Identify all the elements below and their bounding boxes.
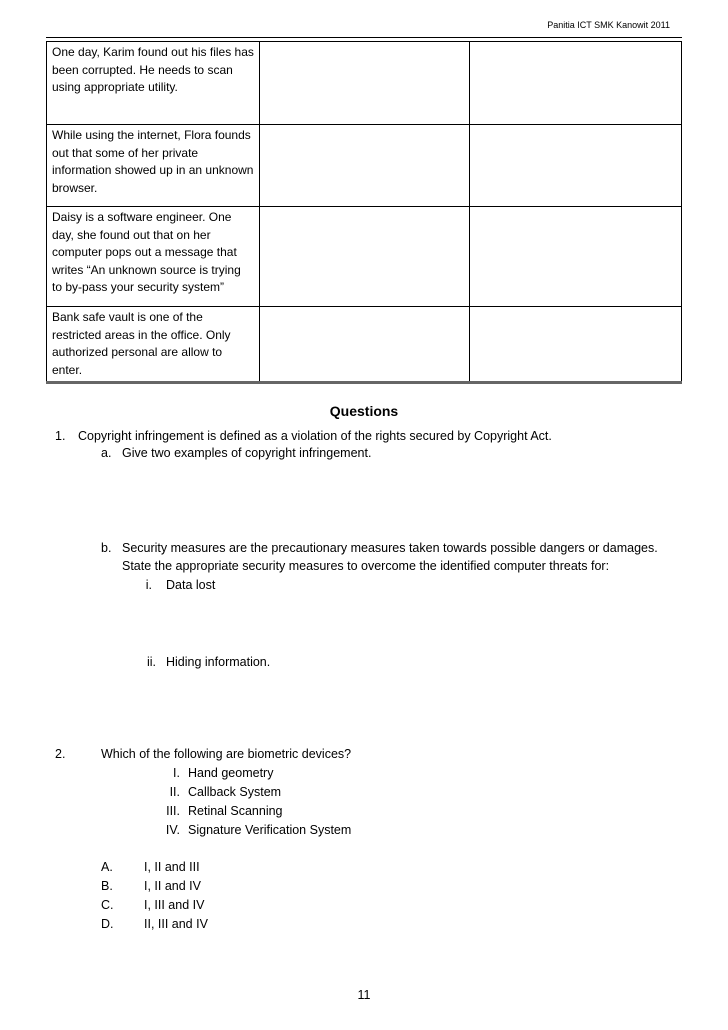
q2-item-label: I. xyxy=(173,766,180,780)
q1b-i-text: Data lost xyxy=(166,578,216,592)
page-number: 11 xyxy=(357,988,371,1002)
table-row xyxy=(47,307,682,383)
header-rule xyxy=(46,37,682,38)
q2-item-text: Callback System xyxy=(188,785,282,799)
table-row xyxy=(47,42,682,125)
answer-cell[interactable] xyxy=(260,207,470,307)
scenario-cell: While using the internet, Flora founds out that some of her private information showed up in an unknown browser. xyxy=(47,125,260,207)
q1b-label: b. xyxy=(101,541,112,555)
q1a-text: Give two examples of copyright infringement. xyxy=(122,446,372,460)
q2-item-text: Hand geometry xyxy=(188,766,274,780)
q2-item-label: III. xyxy=(166,804,180,818)
answer-cell[interactable] xyxy=(260,42,470,125)
answer-cell[interactable] xyxy=(260,307,470,383)
q2-option-text[interactable]: I, III and IV xyxy=(144,898,205,912)
q1b-ii-text: Hiding information. xyxy=(166,655,271,669)
answer-cell[interactable] xyxy=(470,307,682,383)
q1b-text-2: State the appropriate security measures to overcome the identified computer threats for: xyxy=(122,559,610,573)
scenario-table xyxy=(46,41,682,384)
q1-text: Copyright infringement is defined as a violation of the rights secured by Copyright Act. xyxy=(78,429,552,443)
q2-option-label: D. xyxy=(101,917,114,931)
q2-option-text[interactable]: II, III and IV xyxy=(144,917,208,931)
q2-number: 2. xyxy=(55,747,66,761)
q1-number: 1. xyxy=(55,429,66,443)
answer-cell[interactable] xyxy=(470,207,682,307)
q2-item-label: IV. xyxy=(165,823,180,837)
scenario-cell: Bank safe vault is one of the restricted areas in the office. Only authorized personal are allow to enter. xyxy=(47,307,260,383)
q1b-ii-label: ii. xyxy=(146,655,156,669)
scenario-cell: One day, Karim found out his files has been corrupted. He needs to scan using appropriate utility. xyxy=(47,42,260,125)
q2-text: Which of the following are biometric devices? xyxy=(101,747,352,761)
table-row xyxy=(47,125,682,207)
q2-item-text: Signature Verification System xyxy=(188,823,352,837)
q2-option-text[interactable]: I, II and IV xyxy=(144,879,201,893)
answer-cell[interactable] xyxy=(260,125,470,207)
q2-option-label: A. xyxy=(101,860,113,874)
q2-item-text: Retinal Scanning xyxy=(188,804,283,818)
page-header: Panitia ICT SMK Kanowit 2011 xyxy=(547,20,670,30)
q1a-label: a. xyxy=(101,446,112,460)
scenario-cell: Daisy is a software engineer. One day, she found out that on her computer pops out a message that writes “An unknown source is trying to by-pass your security system” xyxy=(47,207,260,307)
table-row xyxy=(47,207,682,307)
q2-option-label: B. xyxy=(101,879,113,893)
questions-title: Questions xyxy=(329,403,399,419)
answer-cell[interactable] xyxy=(470,42,682,125)
q2-item-label: II. xyxy=(169,785,180,799)
q2-option-text[interactable]: I, II and III xyxy=(144,860,200,874)
q1b-i-label: i. xyxy=(145,578,152,592)
q1b-text: Security measures are the precautionary measures taken towards possible dangers or damages. xyxy=(122,541,658,555)
answer-cell[interactable] xyxy=(470,125,682,207)
q2-option-label: C. xyxy=(101,898,114,912)
